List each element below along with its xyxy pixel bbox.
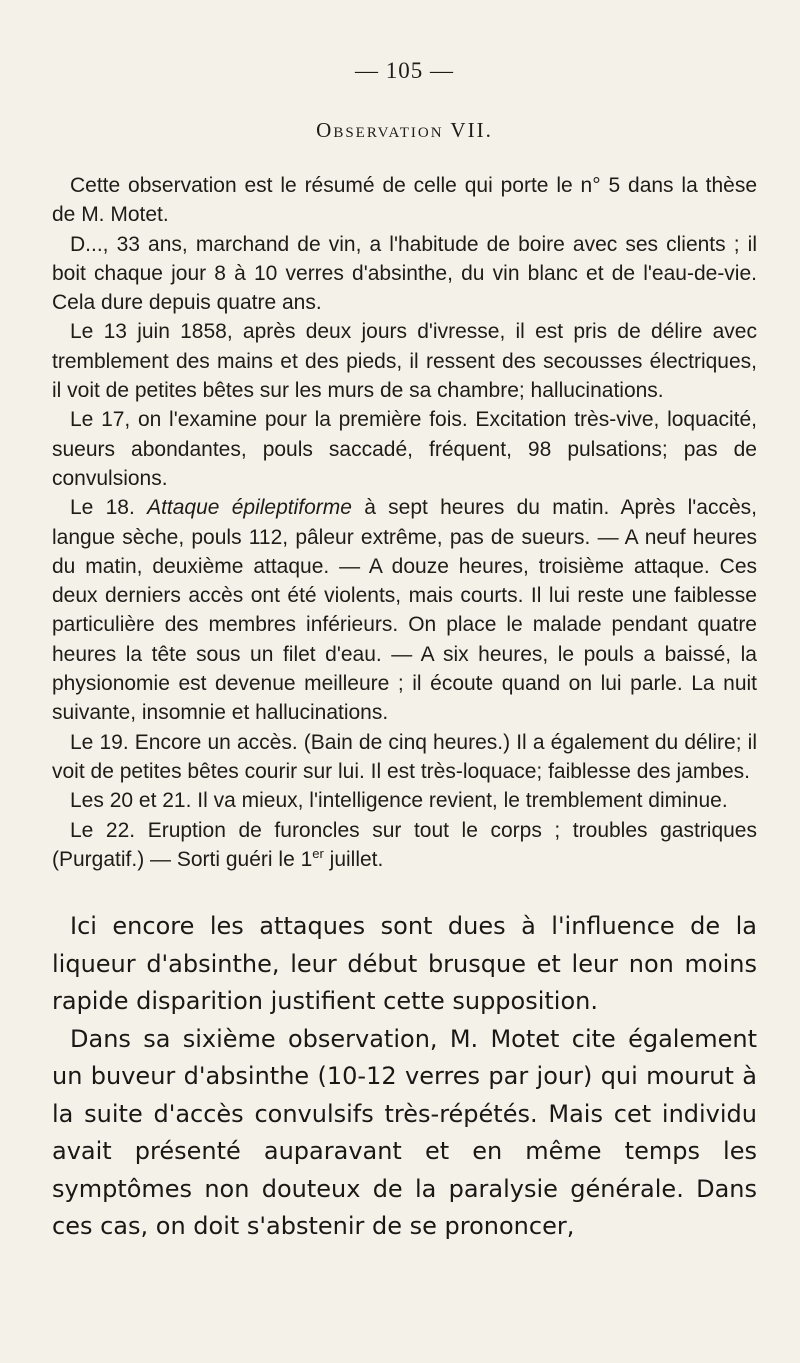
observation-paragraph: D..., 33 ans, marchand de vin, a l'habitude de boire avec ses clients ; il boit chaque jour 8 à 10 verres d'absinthe, du vin blanc et de l'eau-de-vie. Cela dure depuis quatre ans. bbox=[52, 232, 757, 315]
observation-paragraph-18 bbox=[52, 493, 757, 727]
ordinal-suffix: er bbox=[312, 845, 324, 861]
commentary-body bbox=[52, 908, 757, 1246]
section-title: Observation VII. bbox=[316, 118, 493, 142]
commentary-paragraph: Dans sa sixième observation, M. Motet cite également un buveur d'absinthe (10-12 verres par jour) qui mourut à la suite d'accès convulsifs très-répétés. Mais cet individu avait présenté auparavant et en même temps les symptômes non douteux de la paralysie générale. Dans ces cas, on doit s'abstenir de se prononcer, bbox=[52, 1024, 757, 1241]
observation-paragraph: Le 17, on l'examine pour la première fois. Excitation très-vive, loquacité, sueurs abondantes, pouls saccadé, fréquent, 98 pulsations; pas de convulsions. bbox=[52, 408, 757, 490]
commentary-paragraph: Ici encore les attaques sont dues à l'influence de la liqueur d'absinthe, leur début brusque et leur non moins rapide disparition justifient cette supposition. bbox=[52, 912, 757, 1016]
page-number: — 105 — bbox=[355, 58, 454, 83]
date-label: Le 18. bbox=[70, 496, 135, 520]
observation-body bbox=[52, 171, 757, 874]
paragraph-text: à sept heures du matin. Après l'accès, langue sèche, pouls 112, pâleur extrême, pas de sueurs. — A neuf heures du matin, deuxième attaque. — A douze heures, troisième attaque. Ces deux derniers accès ont été violents, mais courts. Il lui reste une faiblesse particulière des membres inférieurs. On place le malade pendant quatre heures la tête sous un filet d'eau. — A six heures, le pouls a baissé, la physionomie est devenue meilleure ; il écoute quand on lui parle. La nuit suivante, insomnie et hallucinations. bbox=[52, 496, 757, 725]
paragraph-text: Le 22. Eruption de furoncles sur tout le corps ; troubles gastriques (Purgatif.) — Sorti guéri le 1 bbox=[52, 818, 757, 871]
observation-paragraph: Le 13 juin 1858, après deux jours d'ivresse, il est pris de délire avec tremblement des mains et des pieds, il ressent des secousses électriques, il voit de petites bêtes sur les murs de sa chambre; hallucinations. bbox=[52, 320, 757, 403]
book-page bbox=[52, 58, 757, 1246]
observation-paragraph-22 bbox=[52, 816, 757, 875]
observation-paragraph-19: Le 19. Encore un accès. (Bain de cinq heures.) Il a également du délire; il voit de petites bêtes courir sur lui. Il est très-loquace; faiblesse des jambes. bbox=[52, 730, 757, 783]
attack-term: Attaque épileptiforme bbox=[147, 496, 352, 520]
paragraph-text: juillet. bbox=[323, 847, 384, 871]
observation-paragraph-20: Les 20 et 21. Il va mieux, l'intelligence revient, le tremblement diminue. bbox=[70, 789, 728, 813]
observation-paragraph: Cette observation est le résumé de celle qui porte le n° 5 dans la thèse de M. Motet. bbox=[52, 174, 757, 227]
